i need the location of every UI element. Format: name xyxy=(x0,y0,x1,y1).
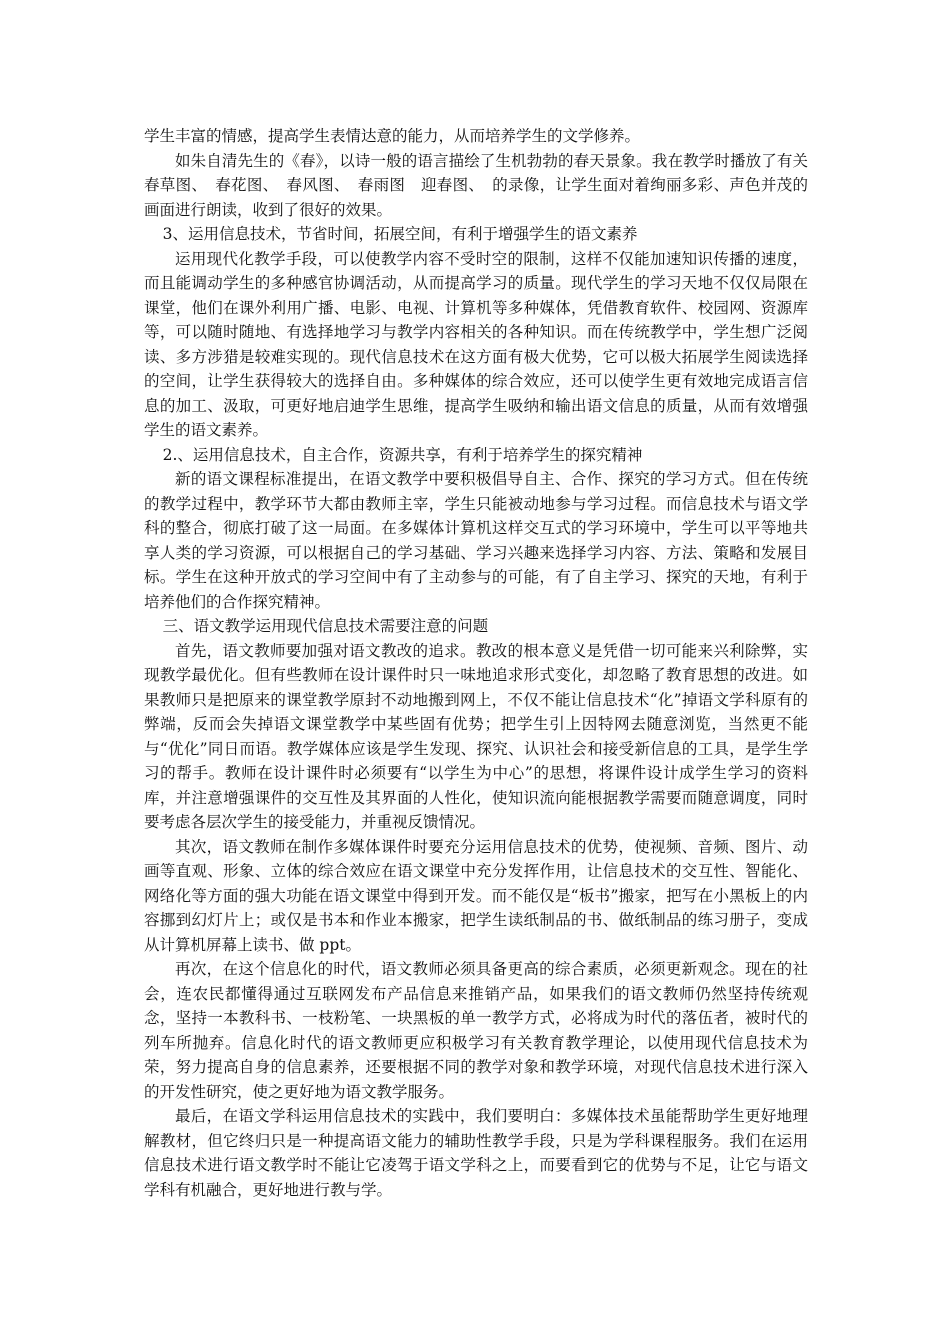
paragraph-cooperation: 新的语文课程标准提出，在语文教学中要积极倡导自主、合作、探究的学习方式。但在传统的教学过程中，教学环节大都由教师主宰，学生只能被动地参与学习过程。而信息技术与语文学科的整合，彻底打破了这一局面。在多媒体计算机这样交互式的学习环境中，学生可以平等地共享人类的学习资源，可以根据自己的学习基础、学习兴趣来选择学习内容、方法、策略和发展目标。学生在这种开放式的学习空间中有了主动参与的可能，有了自主学习、探究的天地，有利于培养他们的合作探究精神。 xyxy=(144,470,808,611)
paragraph-time-space: 运用现代化教学手段，可以使教学内容不受时空的限制，这样不仅能加速知识传播的速度，而且能调动学生的多种感官协调活动，从而提高学习的质量。现代学生的学习天地不仅仅局限在课堂，他们在课外利用广播、电影、电视、计算机等多种媒体，凭借教育软件、校园网、资源库等，可以随时随地、有选择地学习与教学内容相关的各种知识。而在传统教学中，学生想广泛阅读、多方涉猎是较难实现的。现代信息技术在这方面有极大优势，它可以极大拓展学生阅读选择的空间，让学生获得较大的选择自由。多种媒体的综合效应，还可以使学生更有效地完成语言信息的加工、汲取，可更好地启迪学生思维，提高学生吸纳和输出语文信息的质量，从而有效增强学生的语文素养。 xyxy=(144,249,808,439)
paragraph-first: 首先，语文教师要加强对语文教改的追求。教改的根本意义是凭借一切可能来兴利除弊，实现教学最优化。但有些教师在设计课件时只一味地追求形式变化，却忽略了教育思想的改进。如果教师只是把原来的课堂教学原封不动地搬到网上，不仅不能让信息技术“化”掉语文学科原有的弊端，反而会失掉语文课堂教学中某些固有优势；把学生引上因特网去随意浏览，当然更不能与“优化”同日而语。教学媒体应该是学生发现、探究、认识社会和接受新信息的工具，是学生学习的帮手。教师在设计课件时必须要有“以学生为中心”的思想，将课件设计成学生学习的资料库，并注意增强课件的交互性及其界面的人性化，使知识流向能根据教学需要而随意调度，同时要考虑各层次学生的接受能力，并重视反馈情况。 xyxy=(144,641,808,831)
paragraph-spring-example: 如朱自清先生的《春》，以诗一般的语言描绘了生机勃勃的春天景象。我在教学时播放了有关春草图、 春花图、 春风图、 春雨图 迎春图、 的录像，让学生面对着绚丽多彩、声色并茂的画面进行朗读，收到了很好的效果。 xyxy=(144,151,808,219)
paragraph-continuation: 学生丰富的情感，提高学生表情达意的能力，从而培养学生的文学修养。 xyxy=(144,127,641,145)
section-heading-three: 三、语文教学运用现代信息技术需要注意的问题 xyxy=(162,617,489,635)
document-page xyxy=(144,0,808,1202)
paragraph-third: 再次，在这个信息化的时代，语文教师必须具备更高的综合素质，必须更新观念。现在的社会，连农民都懂得通过互联网发布产品信息来推销产品，如果我们的语文教师仍然坚持传统观念，坚持一本教科书、一枝粉笔、一块黑板的单一教学方式，必将成为时代的落伍者，被时代的列车所抛弃。信息化时代的语文教师更应积极学习有关教育教学理论，以使用现代信息技术为荣，努力提高自身的信息素养，还要根据不同的教学对象和教学环境，对现代信息技术进行深入的开发性研究，使之更好地为语文教学服务。 xyxy=(144,960,808,1101)
paragraph-second: 其次，语文教师在制作多媒体课件时要充分运用信息技术的优势，使视频、音频、图片、动画等直观、形象、立体的综合效应在语文课堂中充分发挥作用，让信息技术的交互性、智能化、网络化等方面的强大功能在语文课堂中得到开发。而不能仅是“板书”搬家，把写在小黑板上的内容挪到幻灯片上；或仅是书本和作业本搬家，把学生读纸制品的书、做纸制品的练习册子，变成从计算机屏幕上读书、做 ppt。 xyxy=(144,837,808,954)
section-heading-3: 3、运用信息技术，节省时间，拓展空间，有利于增强学生的语文素养 xyxy=(162,225,638,243)
section-heading-2: 2.、运用信息技术，自主合作，资源共享，有利于培养学生的探究精神 xyxy=(162,445,643,464)
paragraph-last: 最后，在语文学科运用信息技术的实践中，我们要明白：多媒体技术虽能帮助学生更好地理解教材，但它终归只是一种提高语文能力的辅助性教学手段，只是为学科课程服务。我们在运用信息技术进行语文教学时不能让它凌驾于语文学科之上，而要看到它的优势与不足，让它与语文学科有机融合，更好地进行教与学。 xyxy=(144,1107,808,1199)
